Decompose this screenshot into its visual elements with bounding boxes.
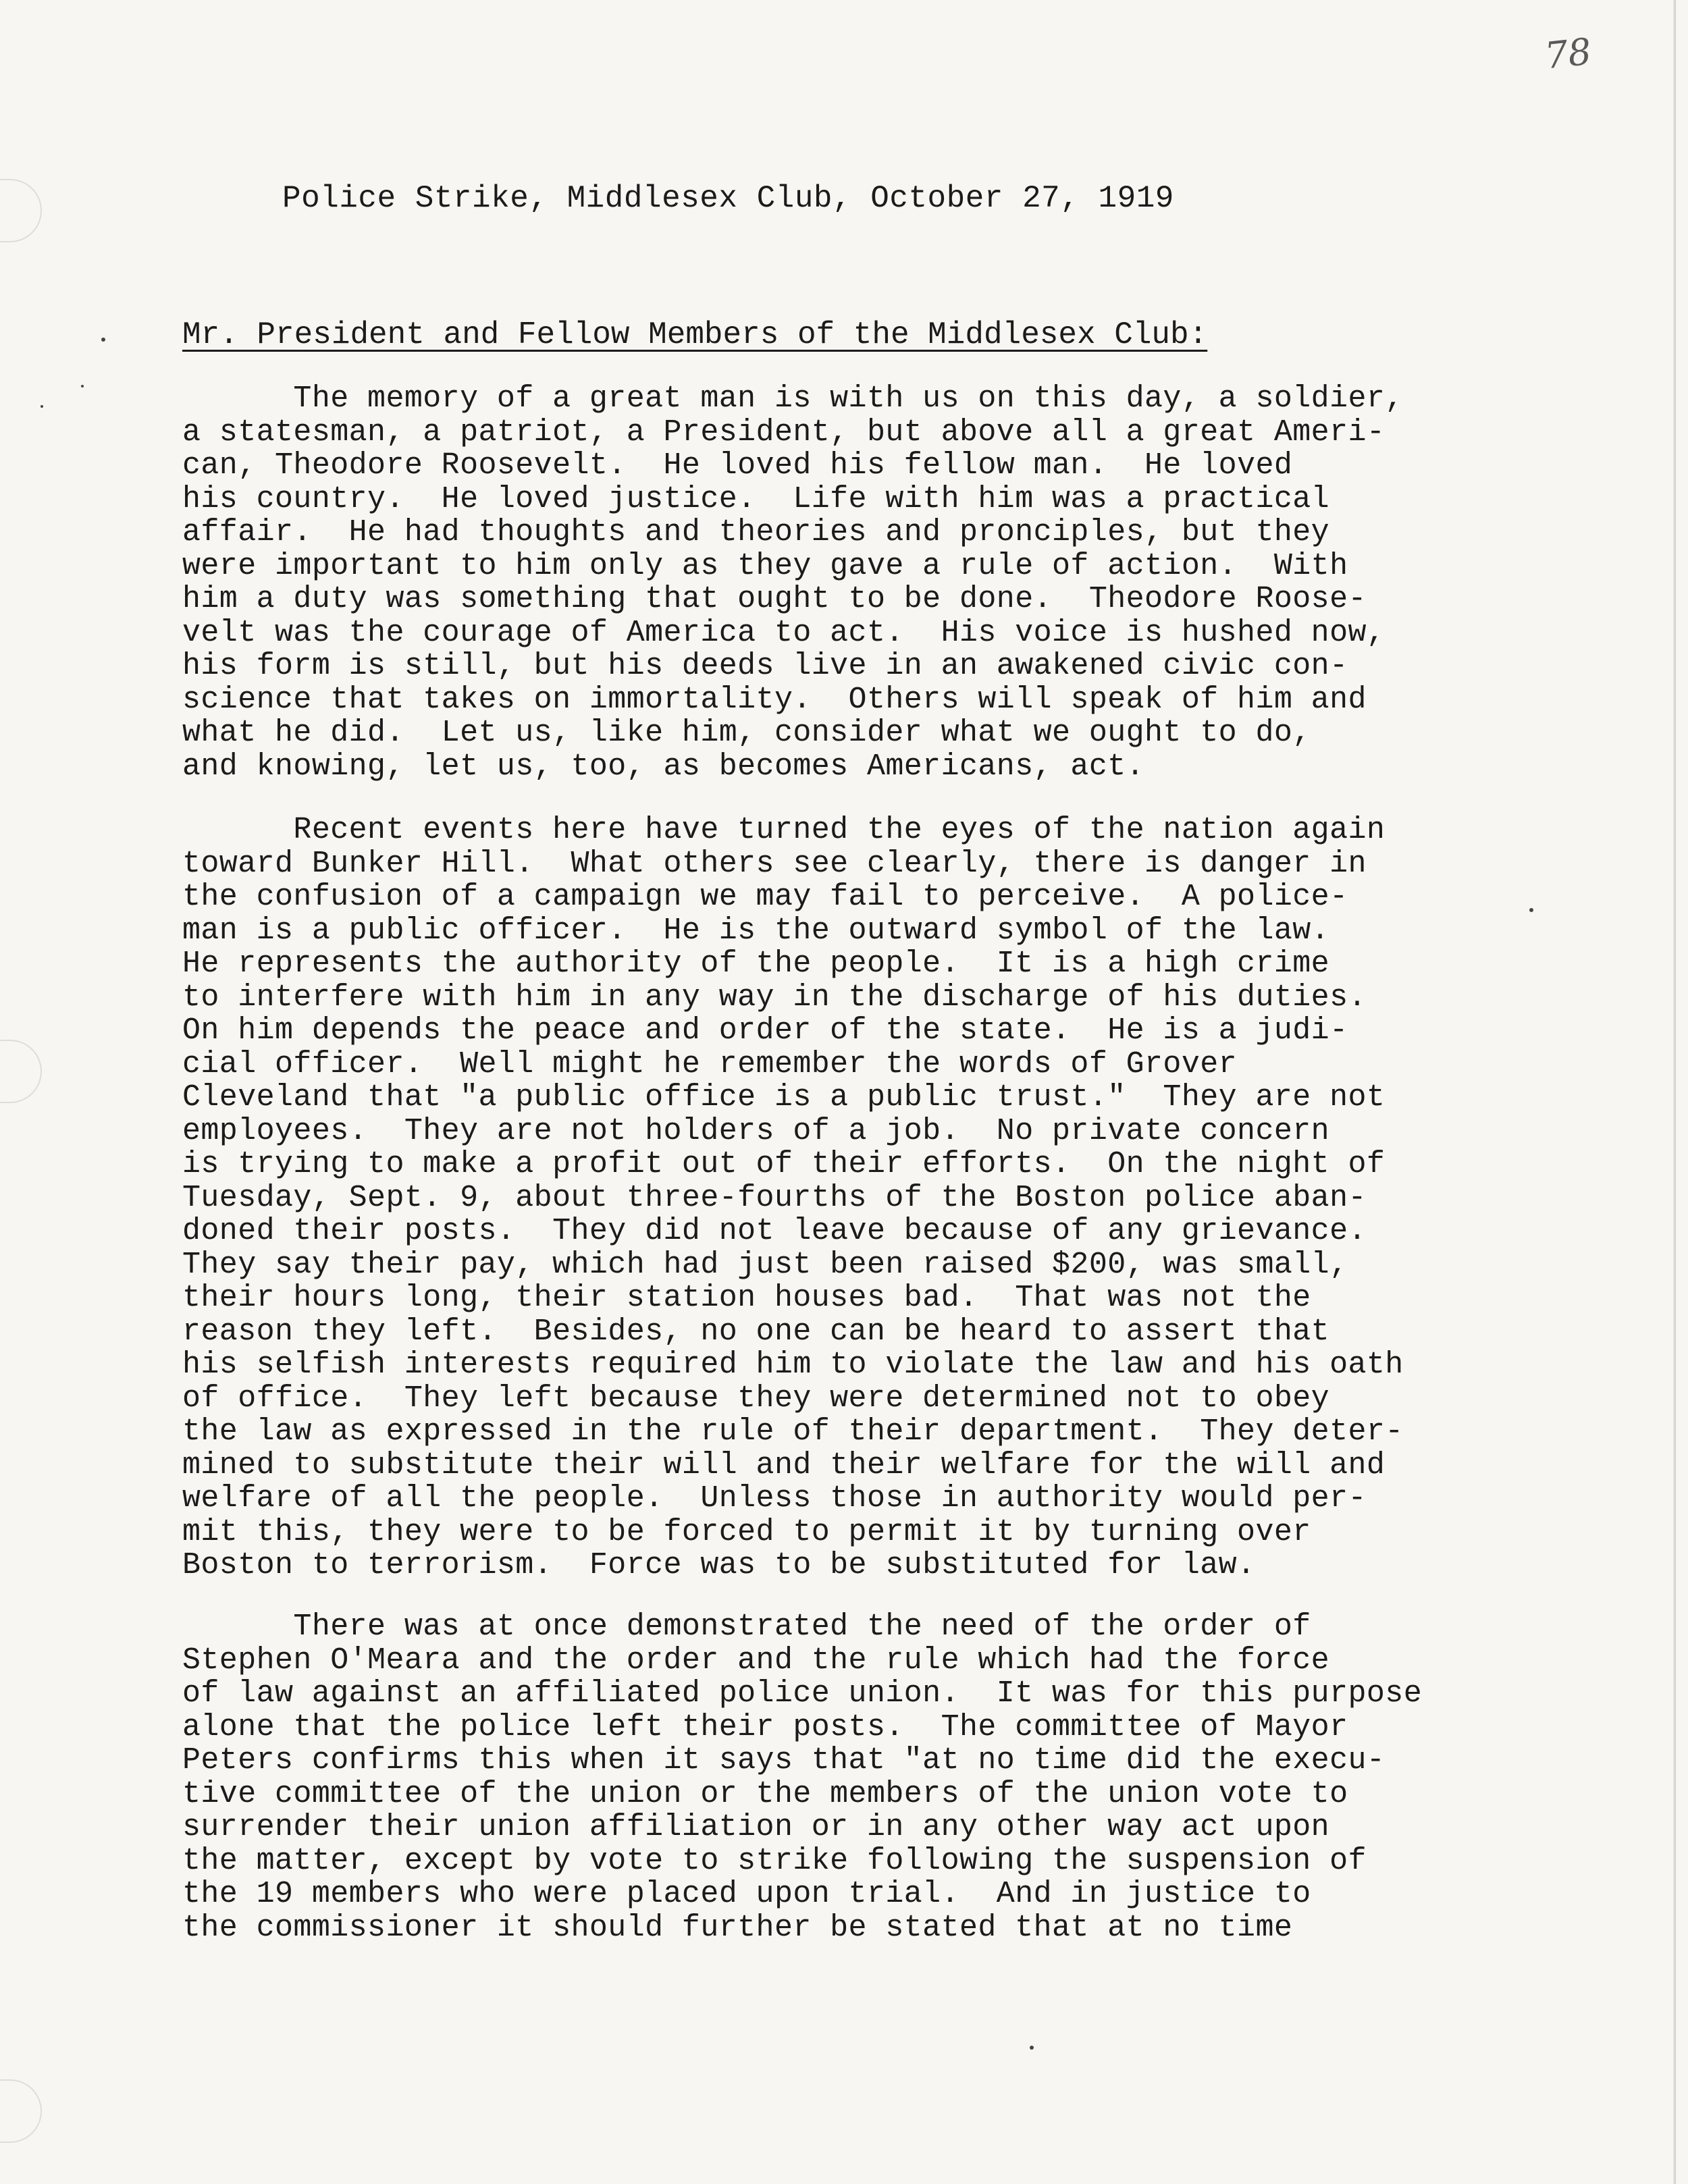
- page-number: 78: [1542, 30, 1593, 78]
- salutation: Mr. President and Fellow Members of the Middlesex Club:: [182, 317, 1208, 352]
- ink-speck: [1529, 908, 1533, 912]
- page-edge: [1673, 0, 1676, 2184]
- ink-speck: [81, 385, 84, 388]
- document-title: Police Strike, Middlesex Club, October 27, 1919: [282, 181, 1174, 216]
- paragraph: There was at once demonstrated the need of the order of Stephen O'Meara and the order and the rule which had the force of law against an affiliated police union. It was for this purpose alone that the police left their posts. The committee of Mayor Peters confirms this when it says that "at no time did the execu- tive committee of the union or the members of the union vote to surrender their union affiliation or in any other way act upon the matter, except by vote to strike following the suspension of the 19 members who were placed upon trial. And in justice to the commissioner it should further be stated that at no time: [182, 1609, 1423, 1945]
- ink-speck: [41, 405, 43, 408]
- paragraph: The memory of a great man is with us on this day, a soldier, a statesman, a patriot, a President, but above all a great Ameri- can, Theodore Roosevelt. He loved his fellow man. He loved his country. He loved justice. Life with him was a practical affair. He had thoughts and theories and pronciples, but they were important to him only as they gave a rule of action. With him a duty was something that ought to be done. Theodore Roose- velt was the courage of America to act. His voice is hushed now, his form is still, but his deeds live in an awakened civic con- science that takes on immortality. Others will speak of him and what he did. Let us, like him, consider what we ought to do, and knowing, let us, too, as becomes Americans, act.: [182, 381, 1404, 784]
- punch-hole-mark: [0, 2079, 42, 2143]
- ink-speck: [101, 338, 105, 342]
- paragraph: Recent events here have turned the eyes of the nation again toward Bunker Hill. What others see clearly, there is danger in the confusion of a campaign we may fail to perceive. A police- man is a public officer. He is the outward symbol of the law. He represents the authority of the people. It is a high crime to interfere with him in any way in the discharge of his duties. On him depends the peace and order of the state. He is a judi- cial officer. Well might he remember the words of Grover Cleveland that "a public office is a public trust." They are not employees. They are not holders of a job. No private concern is trying to make a profit out of their efforts. On the night of Tuesday, Sept. 9, about three-fourths of the Boston police aban- doned their posts. They did not leave because of any grievance. They say their pay, which had just been raised $200, was small, their hours long, their station houses bad. That was not the reason they left. Besides, no one can be heard to assert that his selfish interests required him to violate the law and his oath of office. They left because they were determined not to obey the law as expressed in the rule of their department. They deter- mined to substitute their will and their welfare for the will and welfare of all the people. Unless those in authority would per- mit this, they were to be forced to permit it by turning over Boston to terrorism. Force was to be substituted for law.: [182, 813, 1404, 1582]
- punch-hole-mark: [0, 1040, 42, 1103]
- punch-hole-mark: [0, 179, 42, 242]
- ink-speck: [1030, 2046, 1034, 2050]
